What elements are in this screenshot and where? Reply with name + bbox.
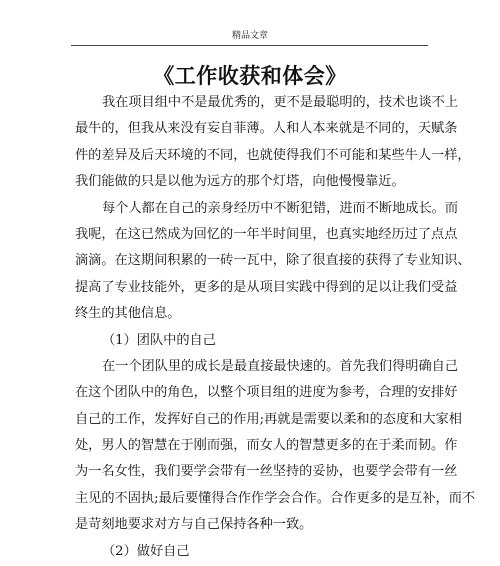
header-divider xyxy=(71,45,428,46)
paragraph-line: 主见的不固执;最后要懂得合作作学会合作。合作更多的是互补，而不 xyxy=(75,490,476,506)
paragraph-line: 处，男人的智慧在于刚而强，而女人的智慧更多的在于柔而韧。作 xyxy=(75,438,458,454)
paragraph-line: 为一名女性，我们要学会带有一丝坚持的妥协，也要学会带有一丝 xyxy=(75,464,458,480)
paragraph-line: 我在项目组中不是最优秀的，更不是最聪明的，技术也谈不上 xyxy=(102,95,459,110)
section-heading: （2）做好自己 xyxy=(102,543,190,559)
paragraph-line: 件的差异及后天环境的不同，也就使得我们不可能和某些牛人一样， xyxy=(75,147,471,163)
paragraph-line: 在这个团队中的角色，以整个项目组的进度为参考，合理的安排好 xyxy=(75,385,458,401)
paragraph-line: 是苛刻地要求对方与自己保持各种一致。 xyxy=(75,517,313,533)
section-heading: （1）团队中的自己 xyxy=(102,332,216,348)
paragraph-line: 我呢，在这已然成为回忆的一年半时间里，也真实地经历过了点点 xyxy=(75,226,458,242)
document-body xyxy=(75,90,476,565)
paragraph-line: 滴滴。在这期间积累的一砖一瓦中，除了很直接的获得了专业知识、 xyxy=(75,253,471,269)
paragraph-line: 终生的其他信息。 xyxy=(75,306,181,322)
page-header: 精品文章 xyxy=(231,31,268,41)
paragraph-line: 自己的工作，发挥好自己的作用;再就是需要以柔和的态度和大家相 xyxy=(75,411,462,427)
paragraph-line: 我们能做的只是以他为远方的那个灯塔，向他慢慢靠近。 xyxy=(75,174,405,190)
paragraph-line: 在一个团队里的成长是最直接最快速的。首先我们得明确自己 xyxy=(102,358,459,374)
document-title: 《工作收获和体会》 xyxy=(153,63,347,88)
paragraph-line: 最牛的，但我从来没有妄自菲薄。人和人本来就是不同的，天赋条 xyxy=(75,121,458,137)
paragraph-line: 提高了专业技能外，更多的是从项目实践中得到的足以让我们受益 xyxy=(75,279,458,295)
paragraph-line: 每个人都在自己的亲身经历中不断犯错，进而不断地成长。而 xyxy=(102,200,459,216)
